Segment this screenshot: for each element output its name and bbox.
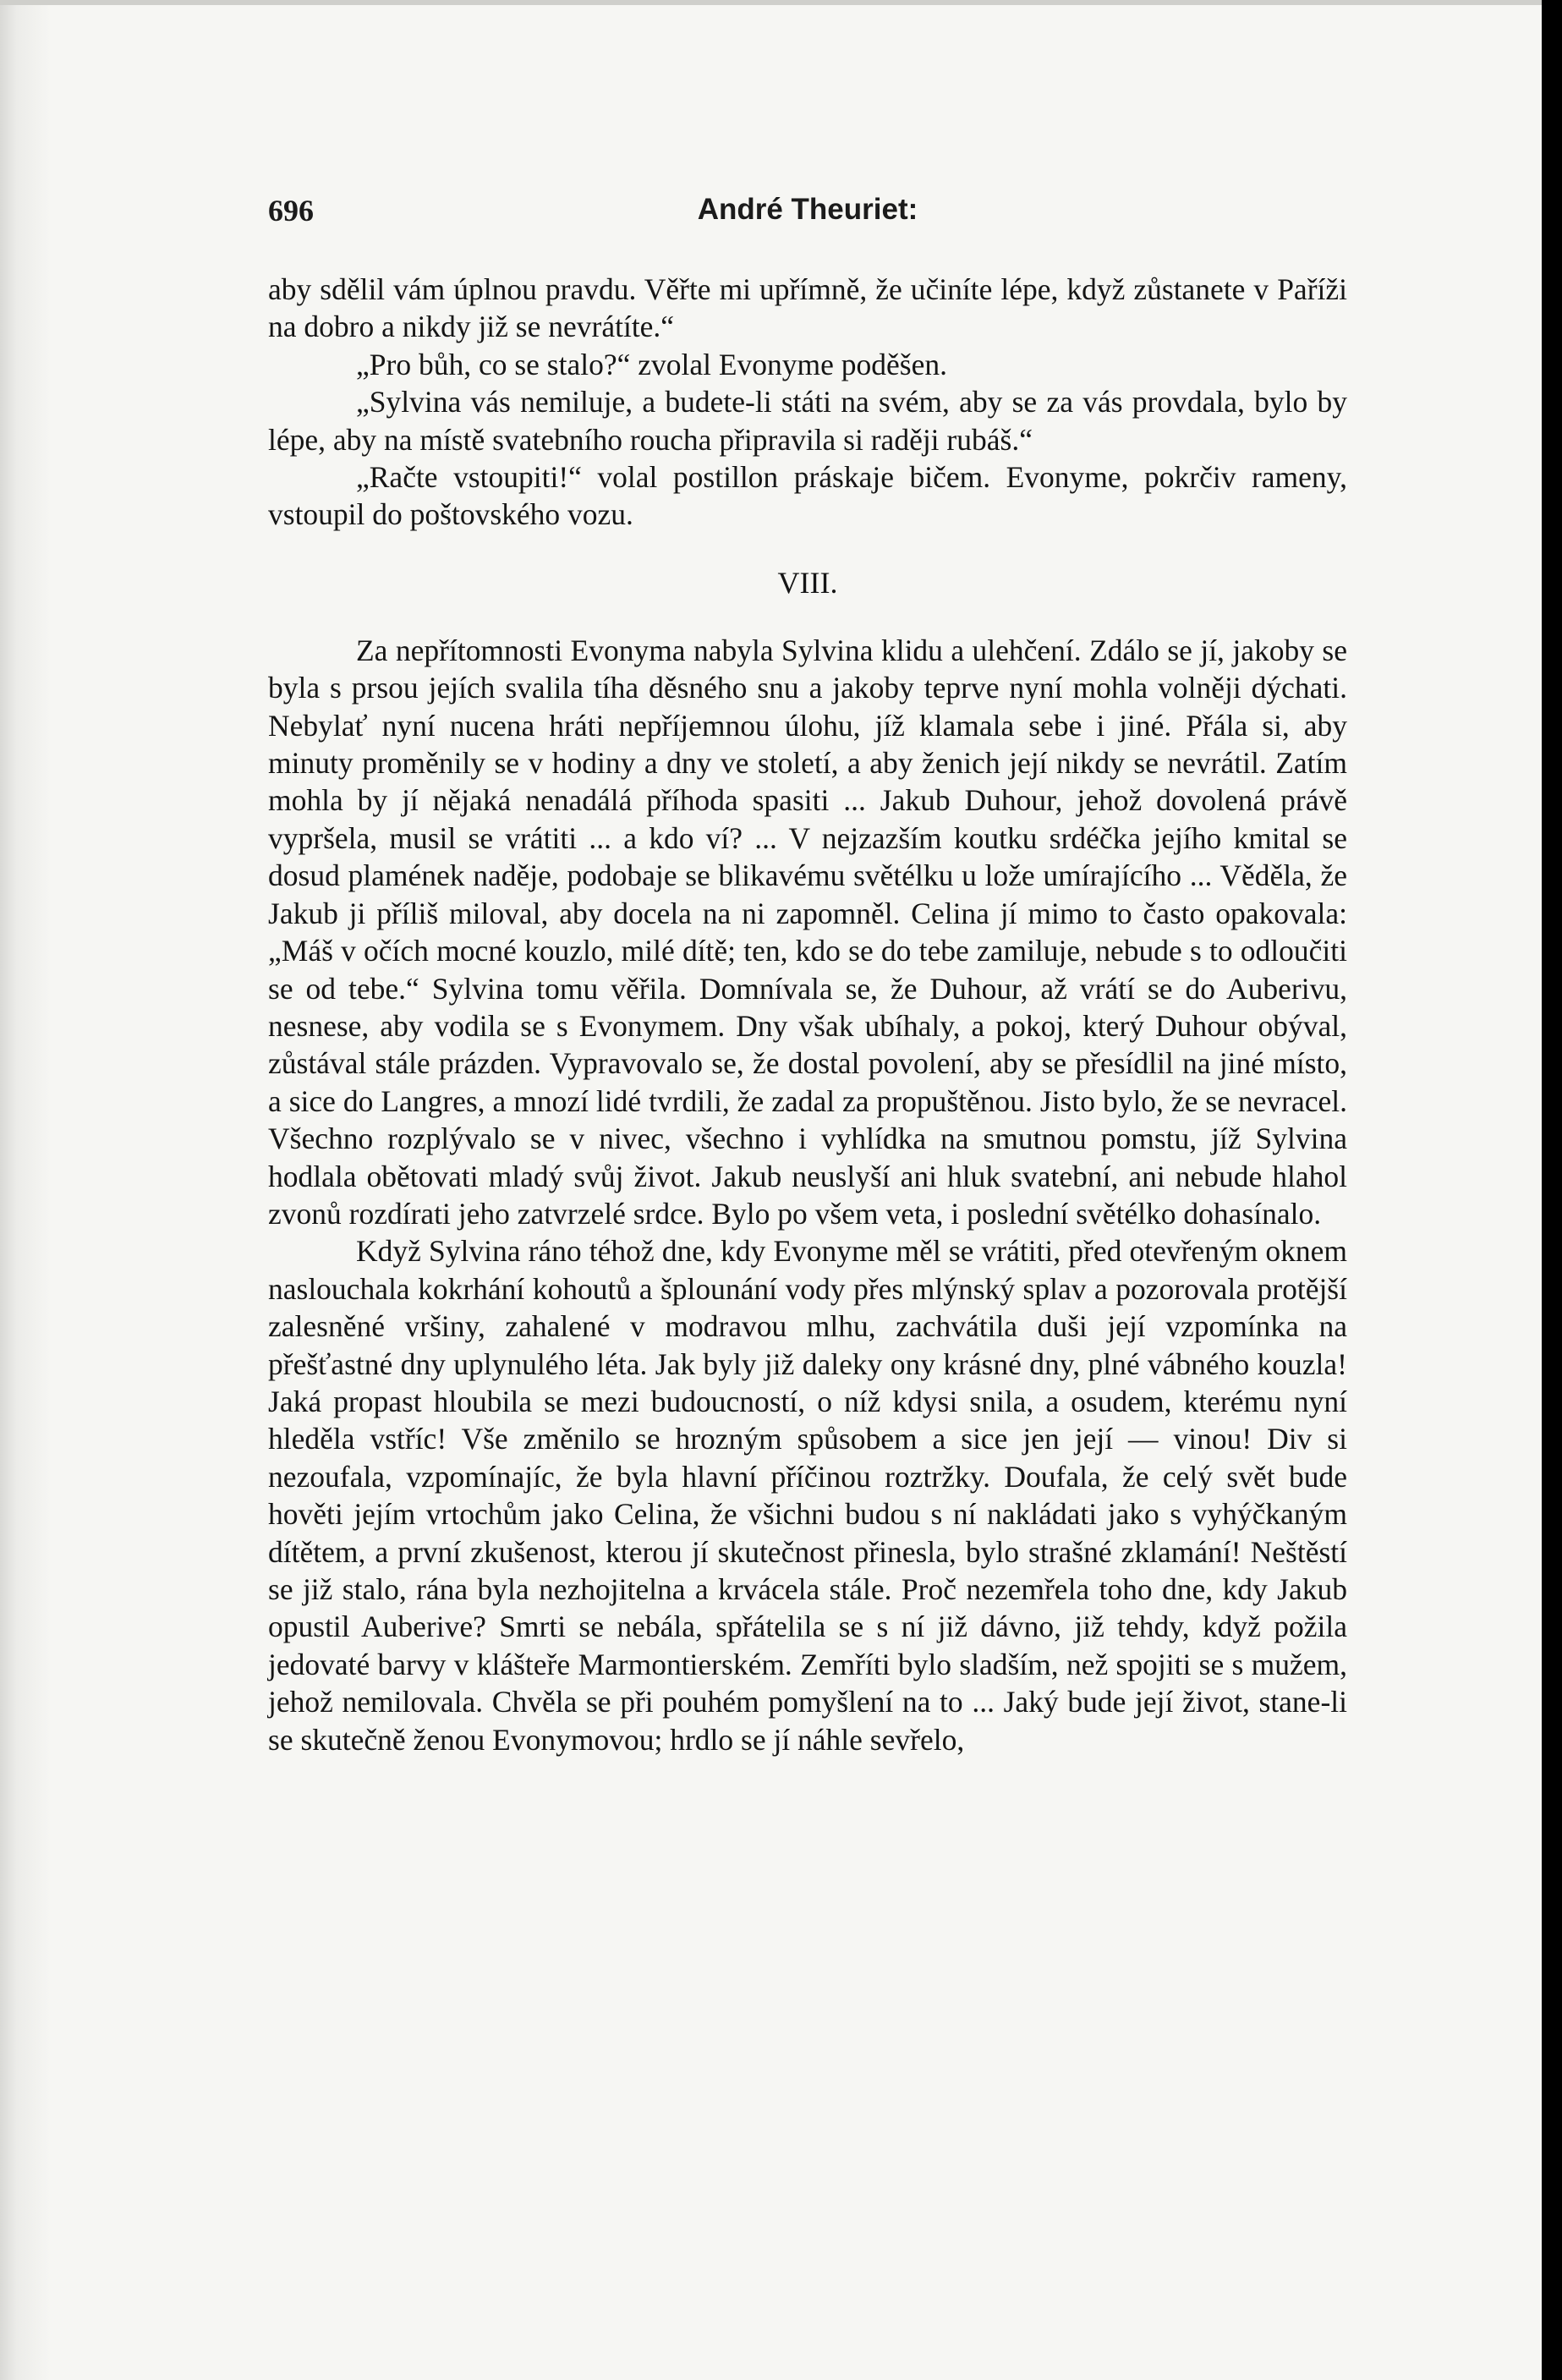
paragraph-continuation: aby sdělil vám úplnou pravdu. Věřte mi upřímně, že učiníte lépe, když zůstanete v Paříži na dobro a nikdy již se nevrátíte.“ — [268, 272, 1347, 344]
paragraph-dialogue: „Pro bůh, co se stalo?“ zvolal Evonyme poděšen. — [356, 347, 947, 381]
body-text — [268, 271, 1347, 1758]
page-header — [268, 193, 1347, 235]
page-number: 696 — [268, 194, 314, 228]
paragraph: Za nepřítomnosti Evonyma nabyla Sylvina klidu a ulehčení. Zdálo se jí, jakoby se byla s prsou jejích svalila tíha děsného snu a jakoby teprve nyní mohla volněji dýchati. Nebylať nyní nucena hráti nepříjemnou úlohu, jíž klamala sebe i jiné. Přála si, aby minuty proměnily se v hodiny a dny ve století, a aby ženich její nikdy se nevrátil. Zatím mohla by jí nějaká nenadálá příhoda spasiti ... Jakub Duhour, jehož dovolená právě vypršela, musil se vrátiti ... a kdo ví? ... V nejzazším koutku srdéčka jejího kmital se dosud plamének naděje, podobaje se blikavému světélku u lože umírajícího ... Věděla, že Jakub ji příliš miloval, aby docela na ni zapomněl. Celina jí mimo to často opakovala: „Máš v očích mocné kouzlo, milé dítě; ten, kdo se do tebe zamiluje, nebude s to odloučiti se od tebe.“ Sylvina tomu věřila. Domnívala se, že Duhour, až vrátí se do Auberivu, nesnese, aby vodila se s Evonymem. Dny však ubíhaly, a pokoj, který Duhour obýval, zůstával stále prázden. Vypravovalo se, že dostal povolení, aby se přesídlil na jiné místo, a sice do Langres, a mnozí lidé tvrdili, že zadal za propuštěnou. Jisto bylo, že se nevracel. Všechno rozplývalo se v nivec, všechno i vyhlídka na smutnou pomstu, jíž Sylvina hodlala obětovati mladý svůj život. Jakub neuslyší ani hluk svatební, ani nebude hlahol zvonů rozdírati jeho zatvrzelé srdce. Bylo po všem veta, i poslední světélko dohasínalo. — [268, 633, 1347, 1231]
page-binding-edge — [0, 0, 51, 2380]
section-heading: VIII. — [777, 565, 838, 600]
running-head: André Theuriet: — [697, 193, 918, 226]
paragraph: Když Sylvina ráno téhož dne, kdy Evonyme měl se vrátiti, před otevřeným oknem naslouchala kokrhání kohoutů a šplounání vody přes mlýnský splav a pozorovala protější zalesněné vršiny, zahalené v modravou mlhu, zachvátila duši její vzpomínka na přešťastné dny uplynulého léta. Jak byly již daleky ony krásné dny, plné vábného kouzla! Jaká propast hloubila se mezi budoucností, o níž kdysi snila, a osudem, kterému nyní hleděla vstříc! Vše změnilo se hrozným spůsobem a sice jen její — vinou! Div si nezoufala, vzpomínajíc, že byla hlavní příčinou roztržky. Doufala, že celý svět bude hověti jejím vrtochům jako Celina, že všichni budou s ní nakládati jako s vyhýčkaným dítětem, a první zkušenost, kterou jí skutečnost přinesla, bylo strašné zklamání! Neštěstí se již stalo, rána byla nezhojitelna a krvácela stále. Proč nezemřela toho dne, kdy Jakub opustil Auberive? Smrti se nebála, spřátelila se s ní již dávno, již tehdy, když požila jedovaté barvy v klášteře Marmontierském. Zemříti bylo sladším, než spojiti se s mužem, jehož nemilovala. Chvěla se při pouhém pomyšlení na to ... Jaký bude její život, stane-li se skutečně ženou Evonymovou; hrdlo se jí náhle sevřelo, — [268, 1234, 1347, 1757]
page-top-edge — [0, 0, 1542, 5]
paragraph-dialogue: „Račte vstoupiti!“ volal postillon práskaje bičem. Evonyme, pokrčiv rameny, vstoupil do poštovského vozu. — [268, 460, 1347, 532]
paragraph-dialogue: „Sylvina vás nemiluje, a budete-li státi na svém, aby se za vás provdala, bylo by lépe, aby na místě svatebního roucha připravila si raději rubáš.“ — [268, 385, 1347, 457]
